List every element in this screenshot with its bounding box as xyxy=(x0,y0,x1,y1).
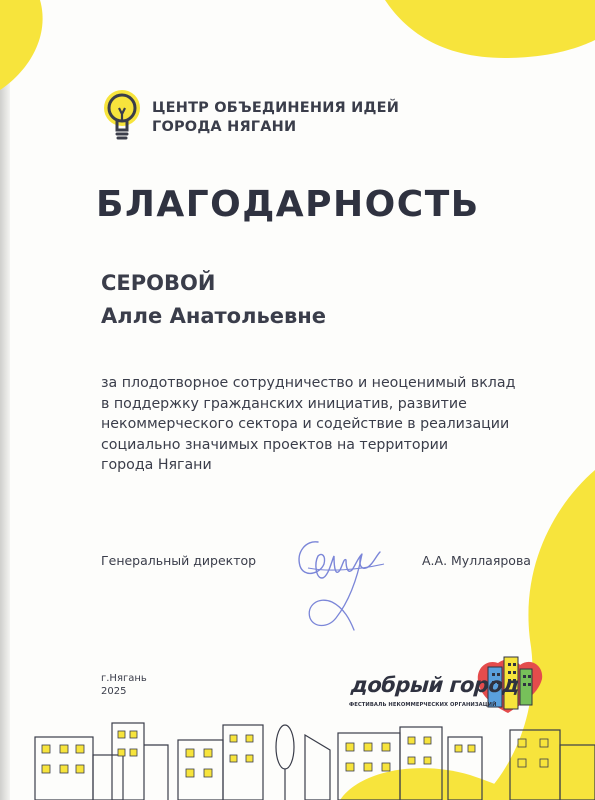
gratitude-text xyxy=(101,373,515,476)
festival-name: добрый город xyxy=(350,673,520,697)
recipient xyxy=(101,267,326,333)
gratitude-line: социально значимых проектов на территории xyxy=(101,436,449,453)
gratitude-line: в поддержку гражданских инициатив, развитие xyxy=(101,395,467,412)
city-name: г.Нягань xyxy=(101,673,147,684)
document-title: БЛАГОДАРНОСТЬ xyxy=(96,184,480,225)
festival-subtitle: ФЕСТИВАЛЬ НЕКОММЕРЧЕСКИХ ОРГАНИЗАЦИЙ xyxy=(349,702,497,708)
recipient-surname: СЕРОВОЙ xyxy=(101,271,216,295)
organization-line-2: ГОРОДА НЯГАНИ xyxy=(152,119,297,135)
gratitude-line: города Нягани xyxy=(101,457,212,473)
city-buildings-illustration xyxy=(0,715,595,800)
handwritten-signature xyxy=(288,530,388,635)
lightbulb-icon xyxy=(98,88,148,144)
gratitude-line: за плодотворное сотрудничество и неоценимый вклад xyxy=(101,375,516,391)
year: 2025 xyxy=(101,686,127,697)
organization-line-1: ЦЕНТР ОБЪЕДИНЕНИЯ ИДЕЙ xyxy=(152,100,400,116)
signer-position: Генеральный директор xyxy=(101,553,257,568)
gratitude-line: некоммерческого сектора и содействие в реализации xyxy=(101,416,510,432)
place-and-year xyxy=(101,672,147,698)
organization-name xyxy=(152,99,399,137)
recipient-name: Алле Анатольевне xyxy=(101,304,327,328)
signer-name: А.А. Муллаярова xyxy=(422,553,531,568)
